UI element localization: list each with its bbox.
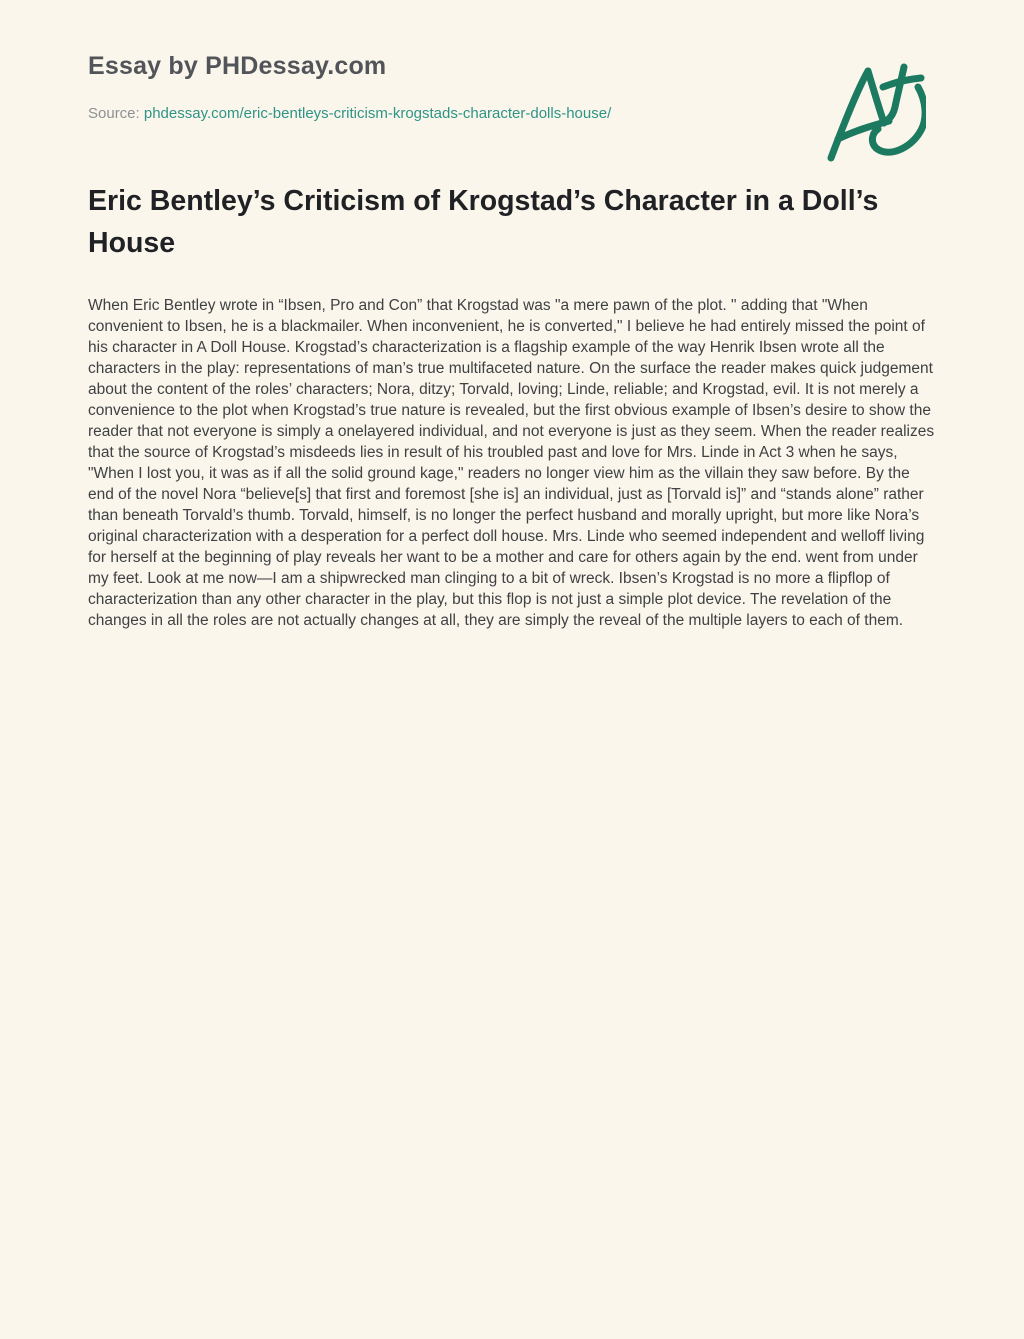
source-line <box>88 105 936 122</box>
article-body-paragraph: When Eric Bentley wrote in “Ibsen, Pro and Con” that Krogstad was "a mere pawn of the plot. " adding that "When convenient to Ibsen, he is a blackmailer. When inconvenient, he is converted," I believe he had entirely missed the point of his character in A Doll House. Krogstad’s characterization is a flagship example of the way Henrik Ibsen wrote all the characters in the play: representations of man’s true multifaceted nature. On the surface the reader makes quick judgement about the content of the roles’ characters; Nora, ditzy; Torvald, loving; Linde, reliable; and Krogstad, evil. It is not merely a convenience to the plot when Krogstad’s true nature is revealed, but the first obvious example of Ibsen’s desire to show the reader that not everyone is simply a onelayered individual, and not everyone is just as they seem. When the reader realizes that the source of Krogstad’s misdeeds lies in result of his troubled past and love for Mrs. Linde in Act 3 when he says, "When I lost you, it was as if all the solid ground kage," readers no longer view him as the villain they saw before. By the end of the novel Nora “believe[s] that first and foremost [she is] an individual, just as [Torvald is]” and “stands alone” rather than beneath Torvald’s thumb. Torvald, himself, is no longer the perfect husband and morally upright, but more like Nora’s original characterization with a desperation for a perfect doll house. Mrs. Linde who seemed independent and welloff living for herself at the beginning of play reveals her want to be a mother and care for others again by the end. went from under my feet. Look at me now—I am a shipwrecked man clinging to a bit of wreck. Ibsen’s Krogstad is no more a flipflop of characterization than any other character in the play, but this flop is not just a simple plot device. The revelation of the changes in all the roles are not actually changes at all, they are simply the reveal of the multiple layers to each of them. <box>88 297 935 629</box>
article-title: Eric Bentley’s Criticism of Krogstad’s Character in a Doll’s House <box>88 185 879 259</box>
site-title: Essay by PHDessay.com <box>88 52 387 80</box>
a-plus-logo-icon <box>826 60 926 162</box>
source-url-link[interactable]: phdessay.com/eric-bentleys-criticism-krogstads-character-dolls-house/ <box>143 105 612 122</box>
source-label: Source: <box>88 105 140 122</box>
